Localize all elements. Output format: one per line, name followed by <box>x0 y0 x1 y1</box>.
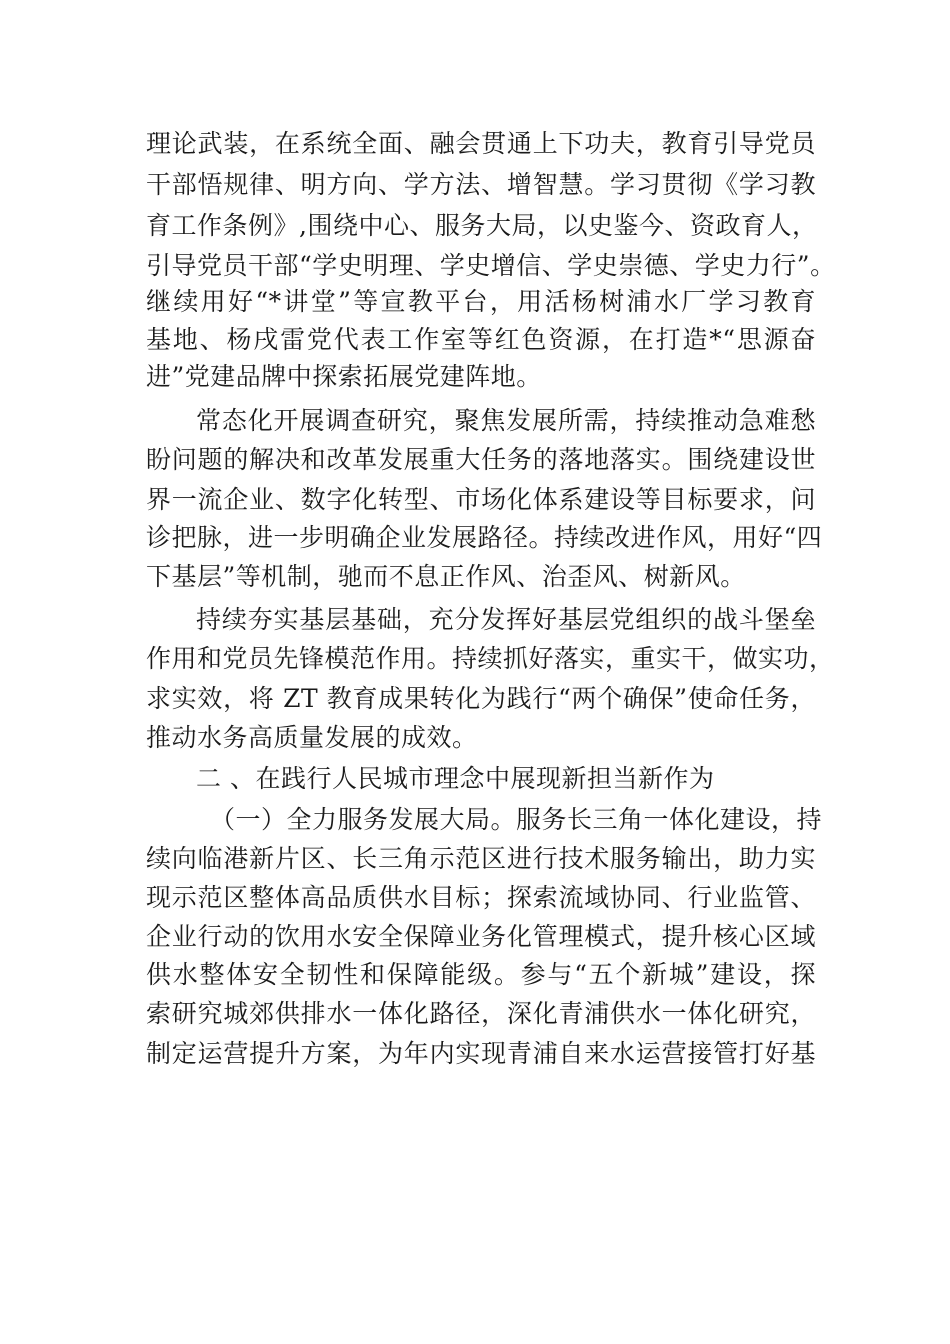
text-line: 继续用好“*讲堂”等宣教平台，用活杨树浦水厂学习教育 <box>146 287 816 316</box>
text-line: 企业行动的饮用水安全保障业务化管理模式，提升核心区域 <box>146 922 816 951</box>
text-line: 下基层”等机制，驰而不息正作风、治歪风、树新风。 <box>146 562 746 591</box>
text-line: 理论武装，在系统全面、融会贯通上下功夫，教育引导党员 <box>146 129 816 158</box>
text-line: 诊把脉，进一步明确企业发展路径。持续改进作风，用好“四 <box>146 523 823 552</box>
text-line: 现示范区整体高品质供水目标；探索流域协同、行业监管、 <box>146 883 816 912</box>
paragraph-start-line: 持续夯实基层基础，充分发挥好基层党组织的战斗堡垒 <box>196 605 816 634</box>
text-line: 索研究城郊供排水一体化路径，深化青浦供水一体化研究， <box>146 999 816 1028</box>
text-line: 干部悟规律、明方向、学方法、增智慧。学习贯彻《学习教 <box>146 170 816 199</box>
text-line: 作用和党员先锋模范作用。持续抓好落实，重实干，做实功， <box>146 644 835 673</box>
text-line: 供水整体安全韧性和保障能级。参与“五个新城”建设，探 <box>146 960 816 989</box>
subsection-heading-line: （一）全力服务发展大局。服务长三角一体化建设，持 <box>210 805 823 834</box>
section-heading: 二 、在践行人民城市理念中展现新担当新作为 <box>196 764 715 793</box>
text-line: 进”党建品牌中探索拓展党建阵地。 <box>146 362 542 391</box>
text-line: 盼问题的解决和改革发展重大任务的落地落实。围绕建设世 <box>146 445 816 474</box>
text-line: 续向临港新片区、长三角示范区进行技术服务输出，助力实 <box>146 844 816 873</box>
text-line: 引导党员干部“学史明理、学史增信、学史崇德、学史力行”。 <box>146 251 836 280</box>
paragraph-start-line: 常态化开展调查研究，聚焦发展所需，持续推动急难愁 <box>196 406 816 435</box>
text-line: 基地、杨戌雷党代表工作室等红色资源，在打造*“思源奋 <box>146 325 816 354</box>
text-line: 育工作条例》,围绕中心、服务大局，以史鉴今、资政育人， <box>146 211 818 240</box>
text-line: 制定运营提升方案，为年内实现青浦自来水运营接管打好基 <box>146 1039 816 1068</box>
text-line: 求实效，将 ZT 教育成果转化为践行“两个确保”使命任务， <box>146 684 816 713</box>
text-line: 推动水务高质量发展的成效。 <box>146 723 478 752</box>
text-line: 界一流企业、数字化转型、市场化体系建设等目标要求，问 <box>146 485 816 514</box>
